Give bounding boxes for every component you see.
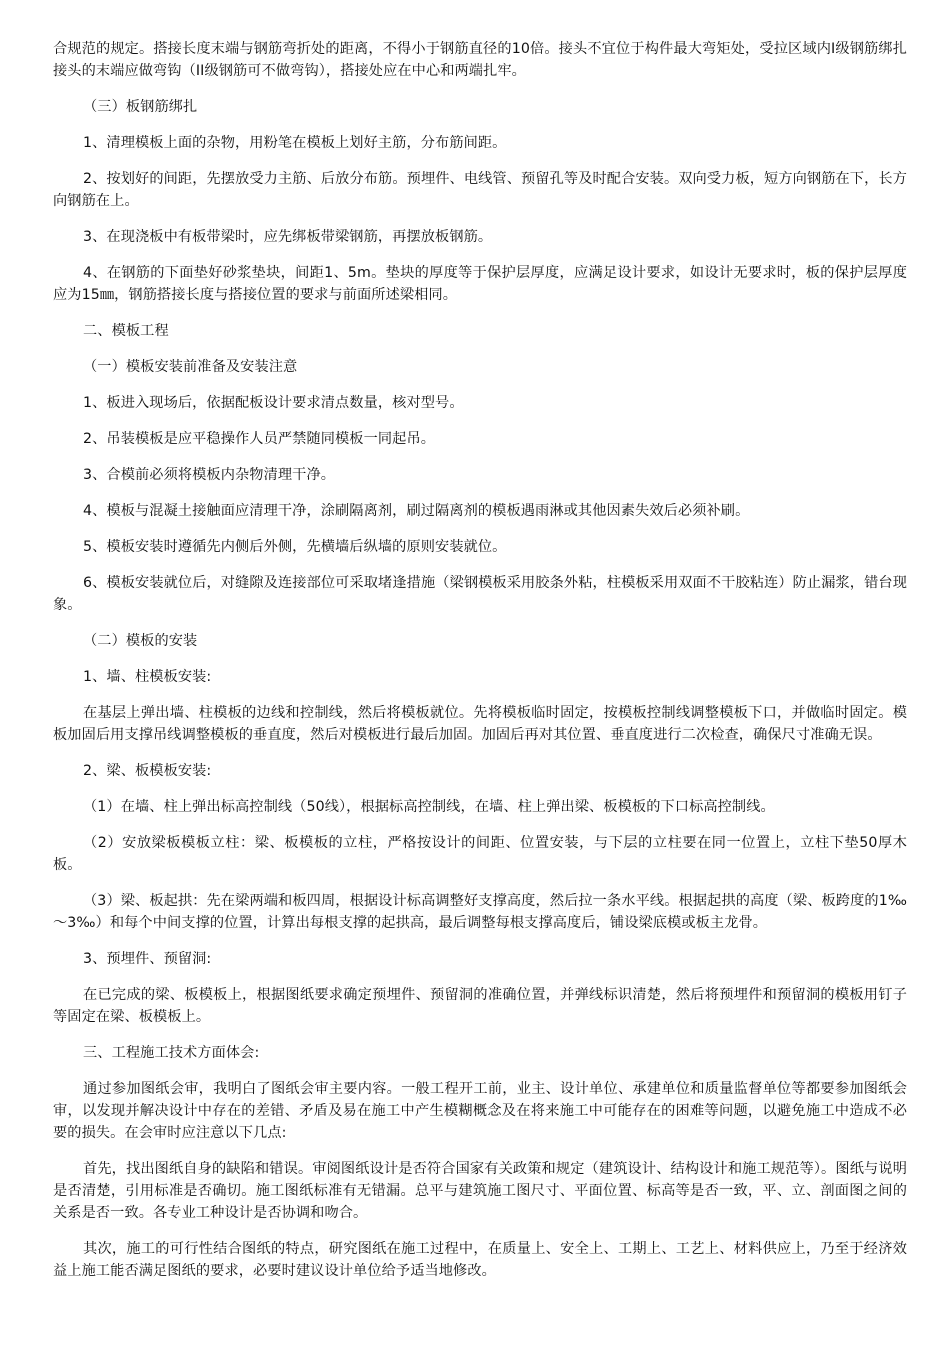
subheading-embedded-parts: 3、预埋件、预留洞: <box>83 951 212 967</box>
document-body <box>53 38 907 1296</box>
list-item: 1、板进入现场后，依据配板设计要求清点数量，核对型号。 <box>83 395 464 411</box>
paragraph: 通过参加图纸会审，我明白了图纸会审主要内容。一般工程开工前，业主、设计单位、承建单位和质量监督单位等都要参加图纸会审，以发现并解决设计中存在的差错、矛盾及易在施工中产生模糊概念及在将来施工中可能存在的困难等问题，以避免施工中造成不必要的损失。在会审时应注意以下几点: <box>53 1081 907 1141</box>
list-item: 1、清理模板上面的杂物，用粉笔在模板上划好主筋，分布筋间距。 <box>83 135 507 151</box>
list-item: 2、按划好的间距，先摆放受力主筋、后放分布筋。预埋件、电线管、预留孔等及时配合安装。双向受力板，短方向钢筋在下，长方向钢筋在上。 <box>53 171 907 209</box>
list-item: 3、在现浇板中有板带梁时，应先绑板带梁钢筋，再摆放板钢筋。 <box>83 229 493 245</box>
subheading-wall-column: 1、墙、柱模板安装: <box>83 669 212 685</box>
heading-construction-experience: 三、工程施工技术方面体会: <box>83 1045 260 1061</box>
list-item: （2）安放梁板模板立柱：梁、板模板的立柱，严格按设计的间距、位置安装，与下层的立柱要在同一位置上，立柱下垫50厚木板。 <box>53 835 907 873</box>
paragraph: 在基层上弹出墙、柱模板的边线和控制线，然后将模板就位。先将模板临时固定，按模板控制线调整模板下口，并做临时固定。模板加固后用支撑吊线调整模板的垂直度，然后对模板进行最后加固。加固后再对其位置、垂直度进行二次检查，确保尺寸准确无误。 <box>53 705 907 743</box>
heading-slab-rebar: （三）板钢筋绑扎 <box>83 99 198 115</box>
paragraph-continuation: 合规范的规定。搭接长度末端与钢筋弯折处的距离，不得小于钢筋直径的10倍。接头不宜位于构件最大弯矩处，受拉区域内I级钢筋绑扎接头的末端应做弯钩（II级钢筋可不做弯钩），搭接处应在中心和两端扎牢。 <box>53 41 907 79</box>
list-item: 5、模板安装时遵循先内侧后外侧，先横墙后纵墙的原则安装就位。 <box>83 539 507 555</box>
list-item: 2、吊装模板是应平稳操作人员严禁随同模板一同起吊。 <box>83 431 436 447</box>
list-item: 3、合模前必须将模板内杂物清理干净。 <box>83 467 336 483</box>
heading-formwork-prep: （一）模板安装前准备及安装注意 <box>83 359 298 375</box>
list-item: （3）梁、板起拱：先在梁两端和板四周，根据设计标高调整好支撑高度，然后拉一条水平线。根据起拱的高度（梁、板跨度的1‰～3‰）和每个中间支撑的位置，计算出每根支撑的起拱高，最后调整每根支撑高度后，铺设梁底模或板主龙骨。 <box>53 893 907 931</box>
heading-formwork: 二、模板工程 <box>83 323 169 339</box>
list-item: 6、模板安装就位后，对缝隙及连接部位可采取堵逢措施（梁钢模板采用胶条外粘，柱模板采用双面不干胶粘连）防止漏浆，错台现象。 <box>53 575 907 613</box>
heading-formwork-install: （二）模板的安装 <box>83 633 198 649</box>
paragraph: 在已完成的梁、板模板上，根据图纸要求确定预埋件、预留洞的准确位置，并弹线标识清楚，然后将预埋件和预留洞的模板用钉子等固定在梁、板模板上。 <box>53 987 907 1025</box>
list-item: 4、模板与混凝土接触面应清理干净，涂刷隔离剂，刷过隔离剂的模板遇雨淋或其他因素失效后必须补刷。 <box>83 503 750 519</box>
list-item: （1）在墙、柱上弹出标高控制线（50线），根据标高控制线，在墙、柱上弹出梁、板模板的下口标高控制线。 <box>83 799 775 815</box>
list-item: 4、在钢筋的下面垫好砂浆垫块，间距1、5m。垫块的厚度等于保护层厚度，应满足设计要求，如设计无要求时，板的保护层厚度应为15㎜，钢筋搭接长度与搭接位置的要求与前面所述梁相同。 <box>53 265 907 303</box>
paragraph: 其次，施工的可行性结合图纸的特点，研究图纸在施工过程中，在质量上、安全上、工期上、工艺上、材料供应上，乃至于经济效益上施工能否满足图纸的要求，必要时建议设计单位给予适当地修改。 <box>53 1241 907 1279</box>
paragraph: 首先，找出图纸自身的缺陷和错误。审阅图纸设计是否符合国家有关政策和规定（建筑设计、结构设计和施工规范等）。图纸与说明是否清楚，引用标准是否确切。施工图纸标准有无错漏。总平与建筑施工图尺寸、平面位置、标高等是否一致，平、立、剖面图之间的关系是否一致。各专业工种设计是否协调和吻合。 <box>53 1161 907 1221</box>
subheading-beam-slab: 2、梁、板模板安装: <box>83 763 212 779</box>
